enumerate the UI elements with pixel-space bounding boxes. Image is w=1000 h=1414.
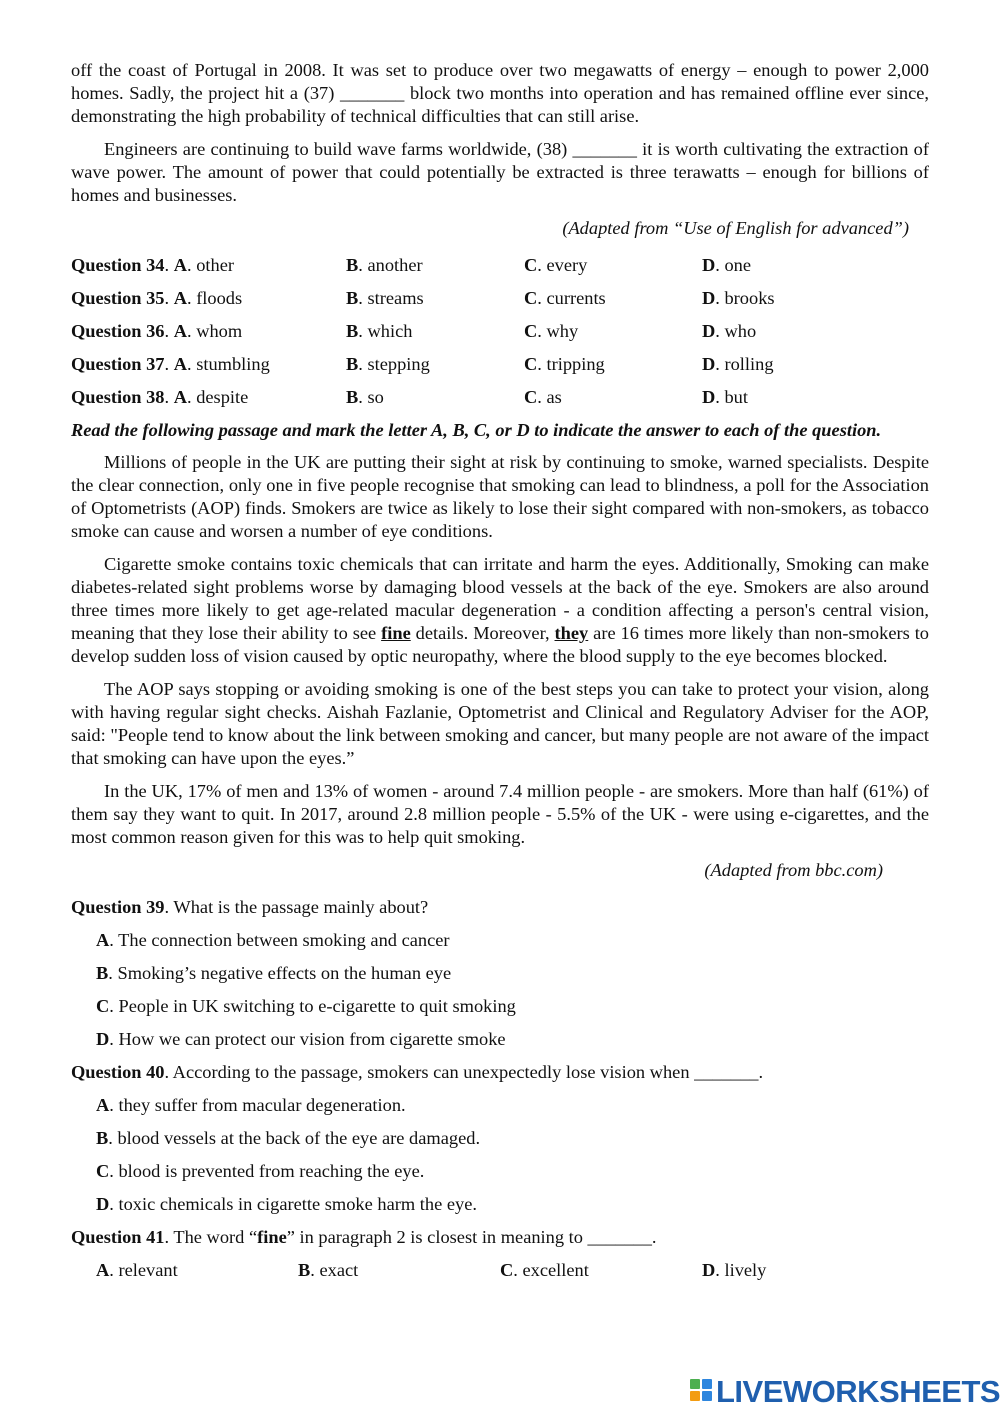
option-a[interactable]: despite — [196, 387, 249, 407]
option-c[interactable]: C . People in UK switching to e-cigarette to quit smoking — [96, 996, 516, 1016]
option-a[interactable]: A . they suffer from macular degeneration. — [96, 1095, 406, 1115]
question-stem: . According to the passage, smokers can unexpectedly lose vision when _______. — [164, 1062, 764, 1082]
option-d[interactable]: D. lively — [702, 1260, 767, 1280]
option-a[interactable]: stumbling — [196, 354, 270, 374]
option-b[interactable]: B. exact — [298, 1260, 359, 1280]
question-label: Question 39 — [71, 897, 165, 917]
question-35-row: Question 35. A. floods B. streams C. currents D. brooks — [71, 288, 775, 308]
option-a[interactable]: A. relevant — [96, 1260, 178, 1280]
option-d[interactable]: one — [724, 255, 752, 275]
option-d[interactable]: but — [724, 387, 748, 407]
option-b[interactable]: streams — [367, 288, 424, 308]
option-d[interactable]: D . How we can protect our vision from cigarette smoke — [96, 1029, 506, 1049]
option-c[interactable]: tripping — [546, 354, 605, 374]
option-c[interactable]: as — [546, 387, 562, 407]
question-40 — [71, 1056, 929, 1221]
passage2-paragraph-3: The AOP says stopping or avoiding smoking is one of the best steps you can take to protect your vision, along with having regular sight checks. Aishah Fazlanie, Optometrist and Clinical and Regulatory Adviser for the AOP, said: "People tend to know about the link between smoking and cancer, but many people are not aware of the impact that smoking can have upon the eyes.” — [71, 679, 929, 768]
passage1-source: (Adapted from “Use of English for advanced”) — [562, 218, 909, 238]
option-c[interactable]: currents — [546, 288, 606, 308]
reading-instruction: Read the following passage and mark the letter A, B, C, or D to indicate the answer to each of the question. — [71, 420, 882, 440]
question-label: Question 37 — [71, 354, 165, 374]
question-39 — [71, 891, 929, 1056]
passage2-paragraph-4: In the UK, 17% of men and 13% of women - around 7.4 million people - are smokers. More than half (61%) of them say they want to quit. In 2017, around 2.8 million people - 5.5% of the UK - were using e-cigarettes, and the most common reason given for this was to help quit smoking. — [71, 781, 929, 847]
question-38-row: Question 38. A. despite B. so C. as D. but — [71, 387, 748, 407]
highlighted-word-fine: fine — [381, 623, 411, 643]
option-b[interactable]: which — [367, 321, 413, 341]
option-a[interactable]: other — [196, 255, 234, 275]
question-stem: . What is the passage mainly about? — [164, 897, 429, 917]
option-a[interactable]: whom — [196, 321, 243, 341]
option-d[interactable]: rolling — [724, 354, 774, 374]
option-c[interactable]: why — [546, 321, 579, 341]
option-d[interactable]: brooks — [724, 288, 775, 308]
question-36-row: Question 36. A. whom B. which C. why D. who — [71, 321, 757, 341]
question-label: Question 41 — [71, 1227, 165, 1247]
question-label: Question 38 — [71, 387, 165, 407]
cloze-questions — [71, 249, 929, 414]
option-c[interactable]: every — [546, 255, 588, 275]
option-b[interactable]: so — [367, 387, 384, 407]
option-a[interactable]: floods — [196, 288, 243, 308]
option-c[interactable]: C. excellent — [500, 1260, 589, 1280]
option-b[interactable]: B . Smoking’s negative effects on the human eye — [96, 963, 452, 983]
question-34-row: Question 34. A. other B. another C. every D. one — [71, 255, 752, 275]
passage1-paragraph-end: off the coast of Portugal in 2008. It was set to produce over two megawatts of energy – enough to power 2,000 homes. Sadly, the project hit a (37) _______ block two months into operation and has remained offline ever since, demonstrating the high probability of technical difficulties that can still arise. — [71, 60, 929, 126]
liveworksheets-logo-icon — [690, 1377, 714, 1405]
option-d[interactable]: D . toxic chemicals in cigarette smoke harm the eye. — [96, 1194, 477, 1214]
question-label: Question 35 — [71, 288, 165, 308]
liveworksheets-brand-text: LIVEWORKSHEETS — [716, 1373, 1000, 1409]
option-a[interactable]: A . The connection between smoking and cancer — [96, 930, 450, 950]
option-b[interactable]: stepping — [367, 354, 430, 374]
option-b[interactable]: B . blood vessels at the back of the eye are damaged. — [96, 1128, 481, 1148]
option-d[interactable]: who — [724, 321, 757, 341]
liveworksheets-logo[interactable] — [690, 1374, 1000, 1408]
question-label: Question 34 — [71, 255, 165, 275]
question-37-row: Question 37. A. stumbling B. stepping C. tripping D. rolling — [71, 354, 774, 374]
option-c[interactable]: C . blood is prevented from reaching the eye. — [96, 1161, 425, 1181]
passage2-source: (Adapted from bbc.com) — [704, 860, 883, 880]
passage2-paragraph-2: Cigarette smoke contains toxic chemicals that can irritate and harm the eyes. Additionally, Smoking can make diabetes-related sight problems worse by damaging blood vessels at the back of the eye. Smokers are also around three times more likely to get age-related macular degeneration - a condition affecting a person's central vision, meaning that they lose their ability to see fine details. Moreover, they are 16 times more likely than non-smokers to develop sudden loss of vision caused by optic neuropathy, where the blood supply to the eye becomes blocked. — [71, 554, 929, 666]
question-label: Question 40 — [71, 1062, 165, 1082]
question-label: Question 36 — [71, 321, 165, 341]
highlighted-word-they: they — [554, 623, 589, 643]
passage2-paragraph-1: Millions of people in the UK are putting their sight at risk by continuing to smoke, warned specialists. Despite the clear connection, only one in five people recognise that smoking can lead to blindness, a poll for the Association of Optometrists (AOP) finds. Smokers are twice as likely to lose their sight compared with non-smokers, as tobacco smoke can cause and worsen a number of eye conditions. — [71, 452, 929, 541]
option-b[interactable]: another — [367, 255, 423, 275]
passage1-paragraph-last: Engineers are continuing to build wave farms worldwide, (38) _______ it is worth cultivating the extraction of wave power. The amount of power that could potentially be extracted is three terawatts – enough for billions of homes and businesses. — [71, 139, 929, 205]
worksheet-page — [71, 59, 929, 1287]
question-41: Question 41 . The word “ fine ” in paragraph 2 is closest in meaning to _______. A. relevant B. exact C. excellent D. lively — [71, 1221, 929, 1287]
